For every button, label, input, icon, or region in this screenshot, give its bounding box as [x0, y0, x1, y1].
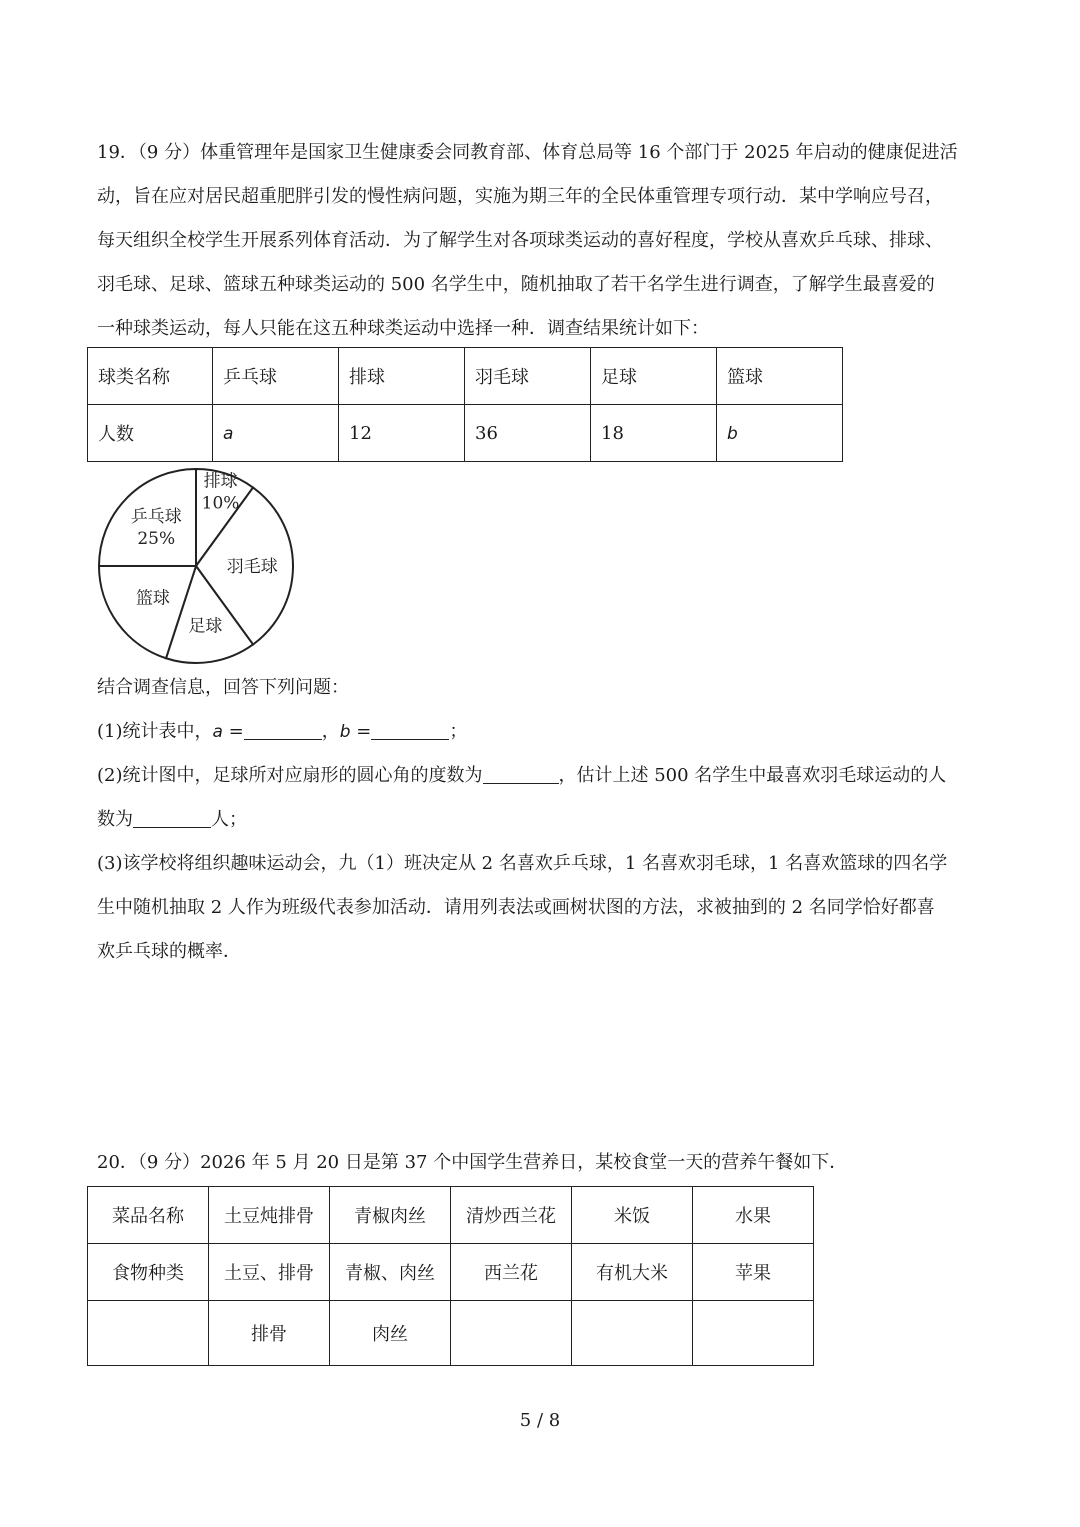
part3-line-2: 生中随机抽取 2 人作为班级代表参加活动．请用列表法或画树状图的方法，求被抽到的 2 名同学恰好都喜 — [97, 897, 935, 918]
part2-text: ，估计上述 500 名学生中最喜欢羽毛球运动的人 — [558, 765, 947, 786]
q19-part3 — [97, 842, 997, 974]
q19-prompt — [97, 666, 997, 710]
table-cell — [451, 1301, 572, 1366]
part2-text: (2)统计图中，足球所对应扇形的圆心角的度数为 — [97, 765, 483, 786]
part3-line-3: 欢乒乓球的概率． — [97, 941, 241, 962]
var-b: b — [727, 423, 738, 444]
pie-slice-label: 排球 — [203, 471, 238, 492]
pie-slice-label: 羽毛球 — [226, 557, 278, 577]
part1-sep: ， — [321, 721, 340, 742]
part3-line-1: (3)该学校将组织趣味运动会，九（1）班决定从 2 名喜欢乒乓球，1 名喜欢羽毛球，1 名喜欢篮球的四名学 — [97, 853, 948, 874]
table-cell: 土豆、排骨 — [209, 1244, 330, 1301]
table-cell — [693, 1301, 814, 1366]
pie-percent-label: 25% — [137, 529, 176, 550]
answer-blank[interactable] — [244, 719, 322, 740]
q19-line-4: 羽毛球、足球、篮球五种球类运动的 500 名学生中，随机抽取了若干名学生进行调查，了解学生最喜爱的 — [97, 274, 935, 295]
pie-slice-label: 足球 — [188, 616, 223, 637]
var-a: a — [223, 423, 234, 444]
table-cell: 羽毛球 — [465, 348, 591, 405]
part1-eq: = — [222, 721, 244, 742]
part2-text: 数为 — [97, 809, 133, 830]
table-row — [88, 348, 843, 405]
q20-intro: 20．（9 分）2026 年 5 月 20 日是第 37 个中国学生营养日，某校食堂一天的营养午餐如下． — [97, 1152, 848, 1173]
table-cell: 青椒、肉丝 — [330, 1244, 451, 1301]
part1-var-b: b — [339, 722, 351, 742]
pie-percent-label: 10% — [201, 493, 240, 514]
table-row — [88, 405, 843, 462]
pie-slice-label: 篮球 — [135, 588, 170, 609]
table-cell: 土豆炖排骨 — [209, 1187, 330, 1244]
answer-blank[interactable] — [483, 763, 559, 784]
q19-part1 — [97, 710, 997, 754]
q19-line-3: 每天组织全校学生开展系列体育活动．为了解学生对各项球类运动的喜好程度，学校从喜欢乒乓球、排球、 — [97, 230, 943, 251]
table-row — [88, 1187, 814, 1244]
table-cell: 36 — [465, 405, 591, 462]
q19-part2 — [97, 754, 997, 842]
part1-var-a: a — [212, 722, 223, 742]
table-cell: 西兰花 — [451, 1244, 572, 1301]
prompt-text: 结合调查信息，回答下列问题： — [97, 677, 349, 698]
table-cell — [213, 405, 339, 462]
table-cell: 清炒西兰花 — [451, 1187, 572, 1244]
page-number: 5 / 8 — [519, 1410, 561, 1431]
sports-table — [87, 347, 843, 462]
table-cell: 菜品名称 — [88, 1187, 209, 1244]
pie-chart — [94, 466, 298, 666]
part2-text: 人； — [211, 809, 247, 830]
table-cell: 米饭 — [572, 1187, 693, 1244]
table-cell: 苹果 — [693, 1244, 814, 1301]
table-cell — [572, 1301, 693, 1366]
lunch-table — [87, 1186, 814, 1366]
part1-line — [97, 710, 997, 754]
part1-prefix: (1)统计表中， — [97, 721, 213, 742]
table-row — [88, 1244, 814, 1301]
q19-line-5: 一种球类运动，每人只能在这五种球类运动中选择一种．调查结果统计如下： — [97, 318, 709, 339]
table-cell: 人数 — [88, 405, 213, 462]
table-cell: 食物种类 — [88, 1244, 209, 1301]
table-cell: 排骨 — [209, 1301, 330, 1366]
part2-line-2 — [97, 798, 997, 842]
table-cell — [717, 405, 843, 462]
table-row — [88, 1301, 814, 1366]
table-cell: 排球 — [339, 348, 465, 405]
q19-line-2: 动，旨在应对居民超重肥胖引发的慢性病问题，实施为期三年的全民体重管理专项行动．某中学响应号召， — [97, 186, 943, 207]
part1-end: ； — [449, 721, 468, 742]
part1-eq: = — [350, 721, 372, 742]
table-cell: 篮球 — [717, 348, 843, 405]
part2-line-1 — [97, 754, 997, 798]
table-cell: 水果 — [693, 1187, 814, 1244]
table-cell: 青椒肉丝 — [330, 1187, 451, 1244]
answer-blank[interactable] — [371, 719, 449, 740]
table-cell: 12 — [339, 405, 465, 462]
q19-line-1: 19．（9 分）体重管理年是国家卫生健康委会同教育部、体育总局等 16 个部门于 2025 年启动的健康促进活 — [97, 142, 958, 163]
table-cell: 足球 — [591, 348, 717, 405]
answer-blank[interactable] — [133, 807, 211, 828]
pie-slice-label: 乒乓球 — [130, 507, 182, 528]
table-cell: 18 — [591, 405, 717, 462]
table-cell: 肉丝 — [330, 1301, 451, 1366]
table-cell: 球类名称 — [88, 348, 213, 405]
q20-stem — [97, 1141, 997, 1185]
q19-stem — [97, 131, 997, 351]
table-cell — [88, 1301, 209, 1366]
table-cell: 乒乓球 — [213, 348, 339, 405]
table-cell: 有机大米 — [572, 1244, 693, 1301]
